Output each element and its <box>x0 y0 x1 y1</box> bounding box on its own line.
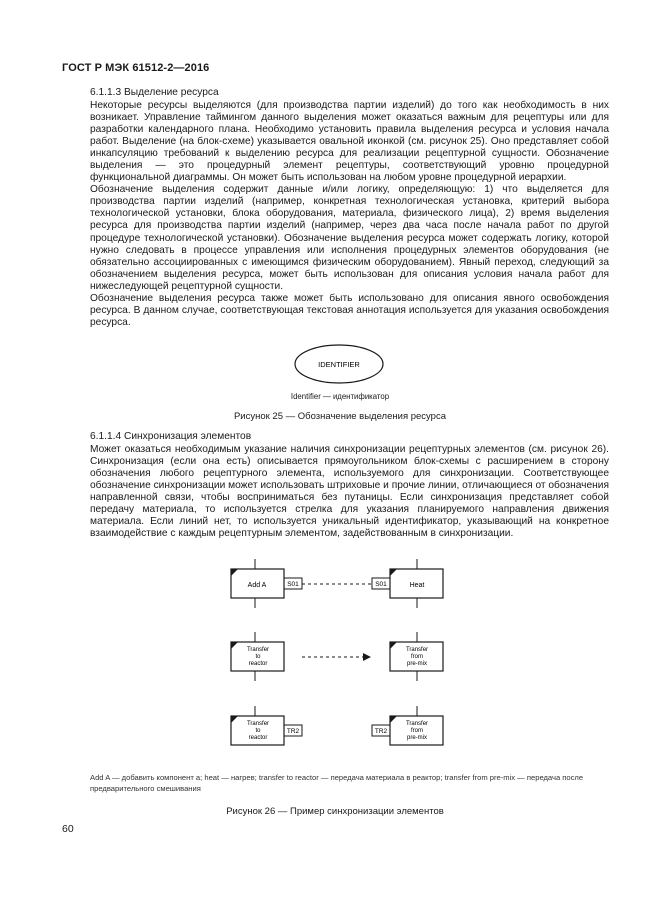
paragraph-3: Обозначение выделения ресурса также может быть использовано для описания явного освобождения ресурса. В данном случае, соответствующая текстовая аннотация используется для указания освобождения ресурса. <box>90 292 609 328</box>
figure-26-note: Add A — добавить компонент а; heat — нагрев; transfer to reactor — передача материала в реактор; transfer from pre-mix — передача после предварительного смешивания <box>90 773 584 793</box>
row3-left-sync-tag: TR2 <box>286 728 300 735</box>
row2-left-line1: Transfer <box>246 647 270 653</box>
heat-label: Heat <box>409 582 425 589</box>
paragraph <box>90 100 609 329</box>
row1-right-block <box>390 559 443 608</box>
row3-left-block <box>231 706 284 745</box>
add-a-label: Add A <box>247 582 267 589</box>
row2-right-block <box>390 632 443 681</box>
paragraph-1: Некоторые ресурсы выделяются (для производства партии изделий) до того как необходимость в них возникает. Управление таймингом данного выделения может оказаться важным для рецептуры или для разработки календарного плана. Необходимо установить правила выделения ресурса и условия начала работ. Выделение (на блок-схеме) указывается овальной иконкой (см. рисунок 25). Оно представляет собой инкапсуляцию требований к выделению ресурса для реализации рецептурной сущности. Обозначение выделения — это процедурный элемент рецептуры, соответствующий уровню процедурной функциональной диаграммы. Он может быть использован на любом уровне процедурной иерархии. <box>90 100 609 184</box>
figure-26-synchronization-diagram <box>225 556 455 746</box>
row2-right-line1: Transfer <box>405 647 429 653</box>
row2-left-line3: reactor <box>248 661 268 667</box>
row2-right-line2: from <box>411 654 423 660</box>
figure-25-legend: Identifier — идентификатор <box>290 392 390 401</box>
page-header: ГОСТ Р МЭК 61512-2—2016 <box>62 62 210 74</box>
row1-right-sync-tag: S01 <box>375 581 387 588</box>
row2-left-block <box>231 632 284 681</box>
figure-25-allocation-oval <box>290 342 390 388</box>
figure-26-caption: Рисунок 26 — Пример синхронизации элементов <box>226 806 444 817</box>
row3-left-line3: reactor <box>248 735 268 741</box>
row2-left-line2: to <box>255 654 261 660</box>
row3-left-line2: to <box>255 728 261 734</box>
row3-right-sync-tag: TR2 <box>374 728 388 735</box>
row3-right-line1: Transfer <box>405 721 429 727</box>
paragraph-2: Обозначение выделения содержит данные и/или логику, определяющую: 1) что выделяется для производства партии изделий (например, конкретная технологическая установка, критерий выбора технологической установки, блока оборудования, материала, физического лица), 2) время выделения ресурса для производства партии изделий (например, через два часа после начала работ по другой процедуре технологической установки). Обозначение выделения ресурса может содержать логику, которой нужно следовать в процессе управления или исполнения процедурных элементов оборудования (не обязательно ассоциированных с имеющимся физическим оборудованием). Явный переход, следующий за обозначением выделения ресурса, может быть использован для описания условия начала работ для нижеследующей рецептурной сущности. <box>90 184 609 292</box>
section-heading-synchronization: 6.1.1.4 Синхронизация элементов <box>90 431 252 442</box>
row1-left-block <box>231 559 284 608</box>
row3-right-line3: pre-mix <box>406 735 428 741</box>
paragraph-synchronization: Может оказаться необходимым указание наличия синхронизации рецептурных элементов (см. рисунок 26). Синхронизация (если она есть) описывается прямоугольником блок-схемы с расширением в сторону обозначения любого рецептурного элемента, используемого для синхронизации. Соответствующее обозначение синхронизации может использовать штриховые и прочие линии, отличающиеся от обозначения направленной связи, чтобы восприниматься без путаницы. Если синхронизация представляет собой передачу материала, то используется стрелка для указания планируемого направления движения материала. Если линий нет, то используется уникальный идентификатор, указывающий на конкретное взаимодействие с каждым рецептурным элементом, задействованным в синхронизации. <box>90 444 609 540</box>
page-number: 60 <box>62 823 74 835</box>
row3-right-block <box>390 706 443 745</box>
row3-left-line1: Transfer <box>246 721 270 727</box>
section-heading-resource-allocation: 6.1.1.3 Выделение ресурса <box>90 87 219 98</box>
row2-right-line3: pre-mix <box>406 661 428 667</box>
oval-identifier-label: IDENTIFIER <box>318 360 360 369</box>
row3-right-line2: from <box>411 728 423 734</box>
row1-left-sync-tag: S01 <box>287 581 299 588</box>
figure-25-caption: Рисунок 25 — Обозначение выделения ресурса <box>233 411 447 422</box>
